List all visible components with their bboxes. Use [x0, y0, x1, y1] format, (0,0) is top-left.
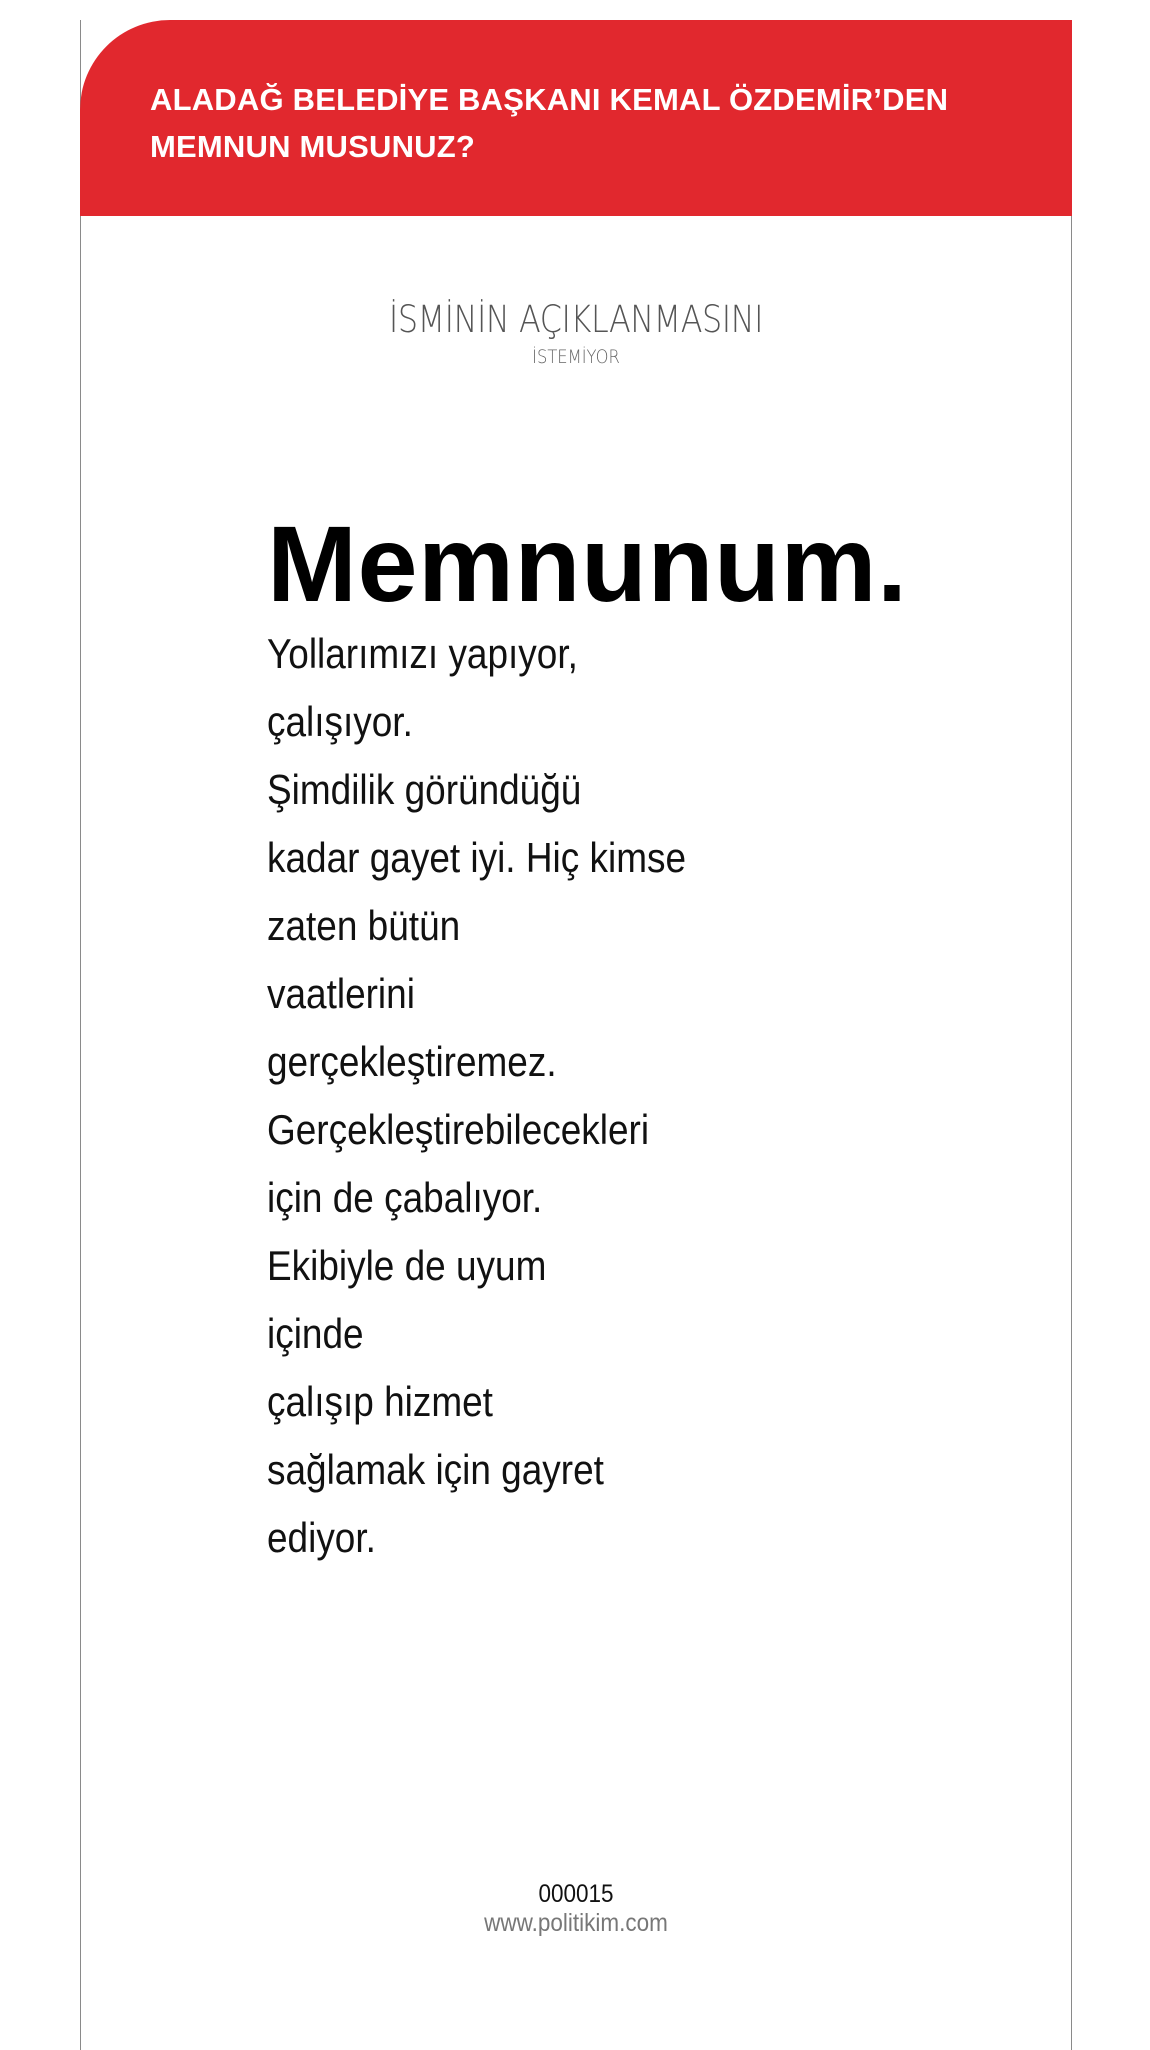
- footer: [80, 1880, 1072, 1938]
- header-banner: [80, 20, 1072, 216]
- answer-line: gerçekleştiremez.: [267, 1038, 557, 1085]
- answer-heading: Memnunum.: [267, 503, 908, 624]
- answer-line: için de çabalıyor.: [267, 1174, 543, 1221]
- answer-line: Ekibiyle de uyum: [267, 1242, 547, 1289]
- answer-line: Gerçekleştirebilecekleri: [267, 1106, 650, 1153]
- answer-line: çalışıyor.: [267, 698, 413, 745]
- answer-line: Şimdilik göründüğü: [267, 766, 582, 813]
- survey-question: ALADAĞ BELEDİYE BAŞKANI KEMAL ÖZDEMİR’DEN MEMNUN MUSUNUZ?: [150, 82, 949, 164]
- answer-line: kadar gayet iyi. Hiç kimse: [267, 834, 687, 881]
- answer-line: vaatlerini: [267, 970, 415, 1017]
- respondent-label: İSMİNİN AÇIKLANMASINI: [388, 298, 764, 341]
- answer-line: ediyor.: [267, 1514, 376, 1561]
- response-id: 000015: [538, 1880, 614, 1908]
- answer-line: Yollarımızı yapıyor,: [267, 630, 578, 677]
- answer-line: sağlamak için gayret: [267, 1446, 604, 1493]
- answer-line: içinde: [267, 1310, 364, 1357]
- answer-text: [267, 620, 1027, 1572]
- answer-block: [267, 503, 1027, 1572]
- answer-line: zaten bütün: [267, 902, 461, 949]
- respondent-block: [80, 296, 1072, 370]
- website-url: www.politikim.com: [484, 1909, 668, 1937]
- answer-line: çalışıp hizmet: [267, 1378, 493, 1425]
- respondent-sublabel: İSTEMİYOR: [532, 346, 620, 368]
